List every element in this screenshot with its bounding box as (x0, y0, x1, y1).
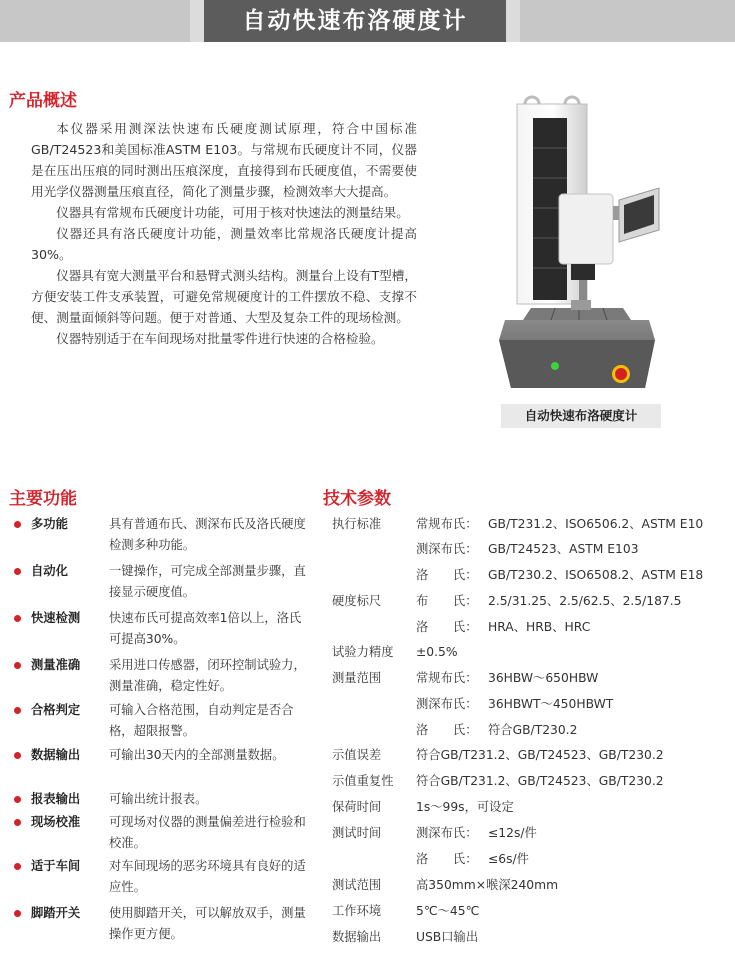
overview-paragraph: 仪器具有宽大测量平台和悬臂式测头结构。测量台上设有T型槽，方便安装工件支承装置，可避免常规硬度计的工件摆放不稳、支撑不便、测量面倾斜等问题。便于对普通、大型及复杂工件的现场检测。 (31, 268, 417, 325)
function-name: 快速检测 (31, 611, 81, 625)
spec-label: 硬度标尺 (332, 594, 382, 608)
spec-sub: 洛 氏： (416, 620, 478, 634)
function-desc: 具有普通布氏、测深布氏及洛氏硬度检测多种功能。 (109, 517, 306, 552)
bullet-icon (14, 863, 21, 870)
spec-sub: 高350mm×喉深240mm (416, 878, 559, 892)
spec-sub: 布 氏： (416, 594, 478, 608)
spec-sub: 符合GB/T231.2、GB/T24523、GB/T230.2 (416, 748, 664, 762)
spec-sub: 1s～99s，可设定 (416, 800, 514, 814)
spec-label: 测量范围 (332, 671, 382, 685)
bullet-icon (14, 910, 21, 917)
banner-stripe-left-accent (190, 0, 204, 42)
overview-paragraph: 本仪器采用测深法快速布氏硬度测试原理，符合中国标准GB/T24523和美国标准ASTM E103。与常规布氏硬度计不同，仪器是在压出压痕的同时测出压痕深度，直接得到布氏硬度值，不需要使用光学仪器测量压痕直径，简化了测量步骤，检测效率大大提高。 (31, 121, 417, 199)
bullet-icon (14, 568, 21, 575)
spec-sub: 测深布氏： (416, 697, 478, 711)
spec-value: 符合GB/T230.2 (488, 723, 578, 737)
overview-paragraph: 仪器具有常规布氏硬度计功能，可用于核对快速法的测量结果。 (56, 205, 409, 220)
spec-sub: 洛 氏： (416, 852, 478, 866)
function-name: 测量准确 (31, 658, 81, 672)
bullet-icon (14, 819, 21, 826)
product-caption: 自动快速布洛硬度计 (501, 404, 661, 428)
bullet-icon (14, 707, 21, 714)
function-name: 数据输出 (31, 748, 81, 762)
function-name: 自动化 (31, 564, 68, 578)
spec-label: 保荷时间 (332, 800, 382, 814)
spec-sub: USB口输出 (416, 930, 479, 944)
spec-value: HRA、HRB、HRC (488, 620, 591, 634)
spec-value: ≤6s/件 (488, 852, 529, 866)
spec-label: 工作环境 (332, 904, 382, 918)
hardness-tester-image (495, 88, 665, 406)
spec-sub: 5℃～45℃ (416, 904, 480, 918)
spec-sub: 测深布氏： (416, 542, 478, 556)
spec-sub: 常规布氏： (416, 671, 478, 685)
header-banner (0, 0, 735, 42)
function-desc: 采用进口传感器，闭环控制试验力，测量准确，稳定性好。 (109, 658, 306, 693)
functions-heading: 主要功能 (9, 489, 77, 509)
function-name: 现场校准 (31, 815, 81, 829)
spec-sub: 洛 氏： (416, 723, 478, 737)
overview-paragraph: 仪器还具有洛氏硬度计功能，测量效率比常规洛氏硬度计提高30%。 (31, 226, 417, 262)
function-desc: 一键操作，可完成全部测量步骤，直接显示硬度值。 (109, 564, 306, 599)
function-desc: 对车间现场的恶劣环境具有良好的适应性。 (109, 859, 306, 894)
bullet-icon (14, 796, 21, 803)
spec-sub: 洛 氏： (416, 568, 478, 582)
function-name: 脚踏开关 (31, 906, 81, 920)
bullet-icon (14, 662, 21, 669)
overview-paragraph: 仪器特别适于在车间现场对批量零件进行快速的合格检验。 (56, 331, 384, 346)
spec-sub: 符合GB/T231.2、GB/T24523、GB/T230.2 (416, 774, 664, 788)
spec-label: 执行标准 (332, 517, 382, 531)
spec-label: 示值误差 (332, 748, 382, 762)
overview-text (31, 118, 417, 349)
spec-value: GB/T231.2、ISO6506.2、ASTM E10 (488, 517, 704, 531)
overview-heading: 产品概述 (9, 91, 77, 111)
function-name: 适于车间 (31, 859, 81, 873)
spec-value: 2.5/31.25、2.5/62.5、2.5/187.5 (488, 594, 682, 608)
spec-label: 测试时间 (332, 826, 382, 840)
bullet-icon (14, 752, 21, 759)
banner-stripe-right (520, 0, 735, 42)
function-desc: 使用脚踏开关，可以解放双手，测量操作更方便。 (109, 906, 306, 941)
spec-label: 试验力精度 (332, 645, 394, 659)
spec-value: GB/T24523、ASTM E103 (488, 542, 639, 556)
function-desc: 快速布氏可提高效率1倍以上，洛氏可提高30%。 (109, 611, 302, 646)
spec-value: 36HBW～650HBW (488, 671, 599, 685)
function-name: 多功能 (31, 517, 68, 531)
spec-sub: 常规布氏： (416, 517, 478, 531)
bullet-icon (14, 615, 21, 622)
page-title: 自动快速布洛硬度计 (204, 0, 506, 42)
banner-stripe-left (0, 0, 190, 42)
banner-stripe-right-accent (506, 0, 520, 42)
function-desc: 可输入合格范围，自动判定是否合格，超限报警。 (109, 703, 294, 738)
spec-sub: ±0.5% (416, 645, 458, 659)
bullet-icon (14, 521, 21, 528)
spec-label: 示值重复性 (332, 774, 394, 788)
spec-value: GB/T230.2、ISO6508.2、ASTM E18 (488, 568, 704, 582)
spec-value: ≤12s/件 (488, 826, 537, 840)
function-desc: 可输出统计报表。 (109, 792, 208, 806)
specs-heading: 技术参数 (323, 489, 391, 509)
spec-label: 数据输出 (332, 930, 382, 944)
function-desc: 可现场对仪器的测量偏差进行检验和校准。 (109, 815, 306, 850)
spec-sub: 测深布氏： (416, 826, 478, 840)
function-name: 合格判定 (31, 703, 81, 717)
function-name: 报表输出 (31, 792, 81, 806)
spec-label: 测试范围 (332, 878, 382, 892)
spec-value: 36HBWT～450HBWT (488, 697, 614, 711)
function-desc: 可输出30天内的全部测量数据。 (109, 748, 285, 762)
